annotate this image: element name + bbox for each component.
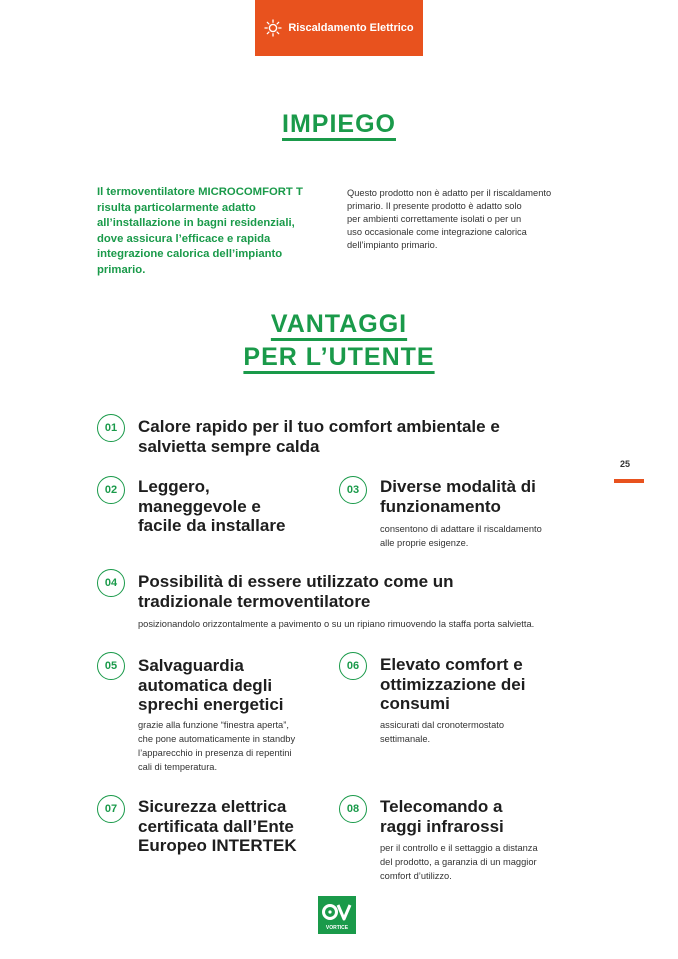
- benefit-title-06: Elevato comfort e ottimizzazione dei consumi: [380, 655, 526, 713]
- benefit-title-08: Telecomando a raggi infrarossi: [380, 797, 504, 836]
- benefit-title-07: Sicurezza elettrica certificata dall’Ente Europeo INTERTEK: [138, 797, 297, 855]
- vortice-logo: [318, 896, 356, 934]
- benefit-title-04: Possibilità di essere utilizzato come un tradizionale termoventilatore: [138, 572, 454, 611]
- benefit-desc-03: consentono di adattare il riscaldamento alle proprie esigenze.: [380, 524, 542, 548]
- benefit-title-03: Diverse modalità di funzionamento: [380, 477, 536, 516]
- section-label: Riscaldamento Elettrico: [288, 22, 414, 34]
- benefit-number-05: 05: [97, 652, 125, 680]
- page-number: 25: [620, 459, 631, 469]
- vortice-logo-icon: [322, 900, 352, 924]
- benefit-desc-08: per il controllo e il settaggio a distanza del prodotto, a garanzia di un maggior comfort d’utilizzo.: [380, 843, 538, 881]
- impiego-heading: IMPIEGO: [282, 110, 396, 138]
- vantaggi-heading-line1: VANTAGGI: [270, 310, 408, 338]
- benefit-number-07: 07: [97, 795, 125, 823]
- section-header-tab: [255, 0, 423, 56]
- benefit-number-02: 02: [97, 476, 125, 504]
- benefit-number-04: 04: [97, 569, 125, 597]
- benefit-title-01: Calore rapido per il tuo comfort ambientale e salvietta sempre calda: [138, 417, 500, 456]
- benefit-title-05: Salvaguardia automatica degli sprechi energetici: [138, 656, 284, 714]
- benefit-number-08: 08: [339, 795, 367, 823]
- benefit-number-03: 03: [339, 476, 367, 504]
- vantaggi-heading: [0, 308, 678, 374]
- sun-icon: [264, 19, 282, 37]
- vantaggi-heading-line2: PER L’UTENTE: [243, 343, 435, 371]
- benefit-number-01: 01: [97, 414, 125, 442]
- benefit-number-06: 06: [339, 652, 367, 680]
- benefit-title-02: Leggero, maneggevole e facile da installare: [138, 477, 286, 535]
- benefit-desc-06: assicurati dal cronotermostato settimanale.: [380, 720, 505, 744]
- logo-text: VORTICE: [325, 924, 349, 931]
- impiego-intro-highlight: Il termoventilatore MICROCOMFORT T risulta particolarmente adatto all’installazione in bagni residenziali, dove assicura l’efficace e rapida integrazione calorica dell’impianto primario.: [97, 186, 303, 276]
- page-number-bar: [614, 479, 644, 483]
- benefit-desc-05: grazie alla funzione “finestra aperta”, che pone automaticamente in standby l’apparecchio in presenza di repentini cali di temperatura.: [138, 720, 296, 772]
- impiego-note: Questo prodotto non è adatto per il riscaldamento primario. Il presente prodotto è adatto solo per ambienti correttamente isolati o per un uso occasionale come integrazione calorica dell’impianto primario.: [347, 188, 552, 250]
- benefit-desc-04: posizionandolo orizzontalmente a pavimento o su un ripiano rimuovendo la staffa porta salvietta.: [138, 619, 535, 629]
